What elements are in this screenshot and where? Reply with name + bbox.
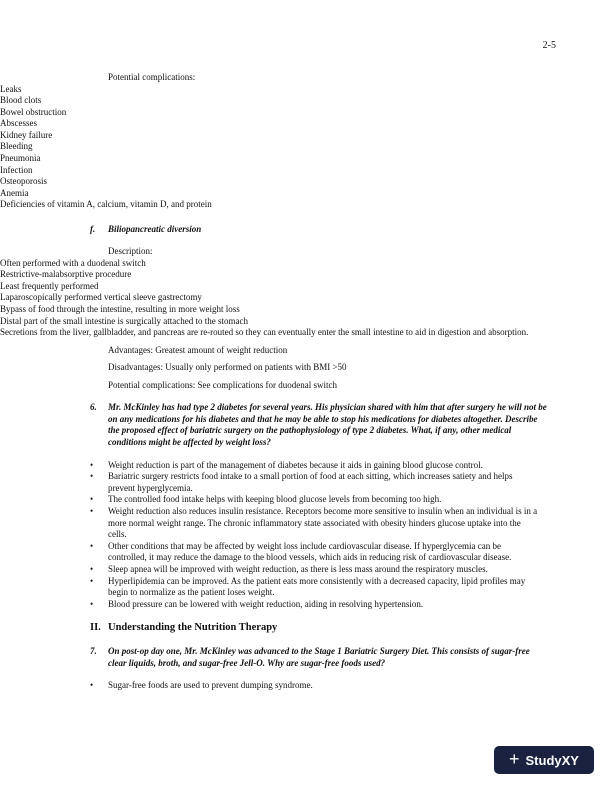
list-item <box>0 258 540 270</box>
question-7-number: 7. <box>90 646 97 657</box>
list-item <box>90 471 540 494</box>
description-heading: Description: <box>108 246 153 257</box>
list-item-text: Sleep apnea will be improved with weight reduction, as there is less mass around the respiratory muscles. <box>108 563 488 574</box>
section-f-title: Biliopancreatic diversion <box>108 224 202 235</box>
list-item <box>90 598 540 611</box>
list-item-text: Bypass of food through the intestine, resulting in more weight loss <box>0 303 240 314</box>
list-item <box>0 292 540 304</box>
question-6-answers <box>0 460 540 611</box>
list-item-text: Blood pressure can be lowered with weight reduction, aiding in resolving hypertension. <box>108 598 424 609</box>
list-item-text: Hyperlipidemia can be improved. As the patient eats more consistently with a decreased capacity, lipid profiles may begin to normalize as the patient loses weight. <box>108 575 526 598</box>
advantages-text: Advantages: Greatest amount of weight reduction <box>108 344 288 355</box>
complications-list <box>0 84 612 212</box>
list-item <box>90 575 540 599</box>
list-item-text: Kidney failure <box>0 129 53 140</box>
section-2-title: Understanding the Nutrition Therapy <box>108 622 278 634</box>
list-item <box>90 540 540 564</box>
page-number: 2-5 <box>542 40 556 51</box>
list-item-text: Bleeding <box>0 141 33 152</box>
complications-text: Potential complications: See complications for duodenal switch <box>108 379 337 390</box>
list-item <box>90 505 540 541</box>
list-item <box>0 165 612 177</box>
list-item-text: Often performed with a duodenal switch <box>0 257 146 268</box>
list-item-text: Weight reduction is part of the management of diabetes because it aids in gaining blood glucose control. <box>108 459 483 470</box>
list-item <box>90 494 540 506</box>
page-content <box>0 72 612 692</box>
list-item <box>0 269 540 281</box>
question-6 <box>0 402 612 448</box>
question-7-text: On post-op day one, Mr. McKinley was advanced to the Stage 1 Bariatric Surgery Diet. This consists of sugar-free clear liquids, broth, and sugar-free Jell-O. Why are sugar-free foods used? <box>108 646 530 668</box>
list-item <box>0 281 540 293</box>
bullet-icon: • <box>90 494 94 505</box>
disadvantages-text: Disadvantages: Usually only performed on patients with BMI >50 <box>108 362 347 373</box>
list-item-text: Deficiencies of vitamin A, calcium, vitamin D, and protein <box>0 199 212 210</box>
list-item <box>0 176 612 188</box>
list-item <box>0 153 612 165</box>
description-list <box>0 258 540 339</box>
list-item-text: Other conditions that may be affected by weight loss include cardiovascular disease. If hyperglycemia can be controlled, it may reduce the damage to the blood vessels, which aids in reducing risk of cardiovascular disease. <box>108 540 512 563</box>
plus-icon: + <box>509 749 520 769</box>
list-item <box>0 130 612 142</box>
list-item-text: Distal part of the small intestine is surgically attached to the stomach <box>0 315 249 326</box>
list-item <box>90 459 540 472</box>
studyxy-logo[interactable] <box>494 746 594 774</box>
question-7-answers <box>0 680 540 692</box>
list-item-text: Leaks <box>0 83 22 94</box>
question-6-text: Mr. McKinley has had type 2 diabetes for several years. His physician shared with him that after surgery he will not be on any medications for his diabetes and that he may be able to stop his medications for diabetes altogether. Describe the proposed effect of bariatric surgery on the pathophysiology of type 2 diabetes. What, if any, other medical conditions might be affected by weight loss? <box>108 402 547 447</box>
bullet-icon: • <box>90 505 94 516</box>
bullet-icon: • <box>90 471 94 482</box>
section-2-number: II. <box>90 622 101 634</box>
bullet-icon: • <box>90 598 94 609</box>
list-item <box>0 199 612 211</box>
list-item-text: Bariatric surgery restricts food intake to a small portion of food at each sitting, which increases satiety and helps prevent hyperglycemia. <box>108 471 513 493</box>
list-item-text: Infection <box>0 164 33 175</box>
logo-text: StudyXY <box>525 752 579 768</box>
bullet-icon: • <box>90 575 94 586</box>
list-item-text: Blood clots <box>0 95 42 106</box>
list-item <box>0 304 540 316</box>
bullet-icon: • <box>90 459 94 470</box>
list-item <box>0 327 540 339</box>
list-item <box>0 188 612 200</box>
list-item <box>0 118 612 130</box>
list-item <box>90 563 540 576</box>
section-f-heading <box>90 224 612 236</box>
list-item <box>0 141 612 153</box>
list-item <box>90 680 540 692</box>
list-item-text: Laparoscopically performed vertical sleeve gastrectomy <box>0 292 202 303</box>
bullet-icon: • <box>90 680 94 691</box>
list-item <box>0 84 612 96</box>
bullet-icon: • <box>90 540 94 551</box>
bullet-icon: • <box>90 563 94 574</box>
list-item-text: Anemia <box>0 187 29 198</box>
question-7 <box>0 646 612 669</box>
list-item-text: The controlled food intake helps with keeping blood glucose levels from becoming too high. <box>108 494 442 505</box>
list-item <box>0 316 540 328</box>
section-f-label: f. <box>90 224 96 235</box>
list-item-text: Restrictive-malabsorptive procedure <box>0 269 132 280</box>
section-2-heading <box>0 622 612 635</box>
list-item-text: Abscesses <box>0 118 37 129</box>
list-item <box>0 107 612 119</box>
complications-heading: Potential complications: <box>108 72 196 82</box>
list-item <box>0 95 612 107</box>
list-item-text: Weight reduction also reduces insulin resistance. Receptors become more sensitive to insulin when an individual is in a more normal weight range. The chronic inflammatory state associated with obesity hinders glucose uptake into the cells. <box>108 505 538 540</box>
list-item-text: Sugar-free foods are used to prevent dumping syndrome. <box>108 680 313 691</box>
list-item-text: Osteoporosis <box>0 176 47 187</box>
list-item-text: Least frequently performed <box>0 280 99 291</box>
list-item-text: Pneumonia <box>0 153 41 164</box>
list-item-text: Secretions from the liver, gallbladder, and pancreas are re-routed so they can eventually enter the small intestine to aid in digestion and absorption. <box>0 327 529 338</box>
question-6-number: 6. <box>90 402 97 413</box>
list-item-text: Bowel obstruction <box>0 106 67 117</box>
